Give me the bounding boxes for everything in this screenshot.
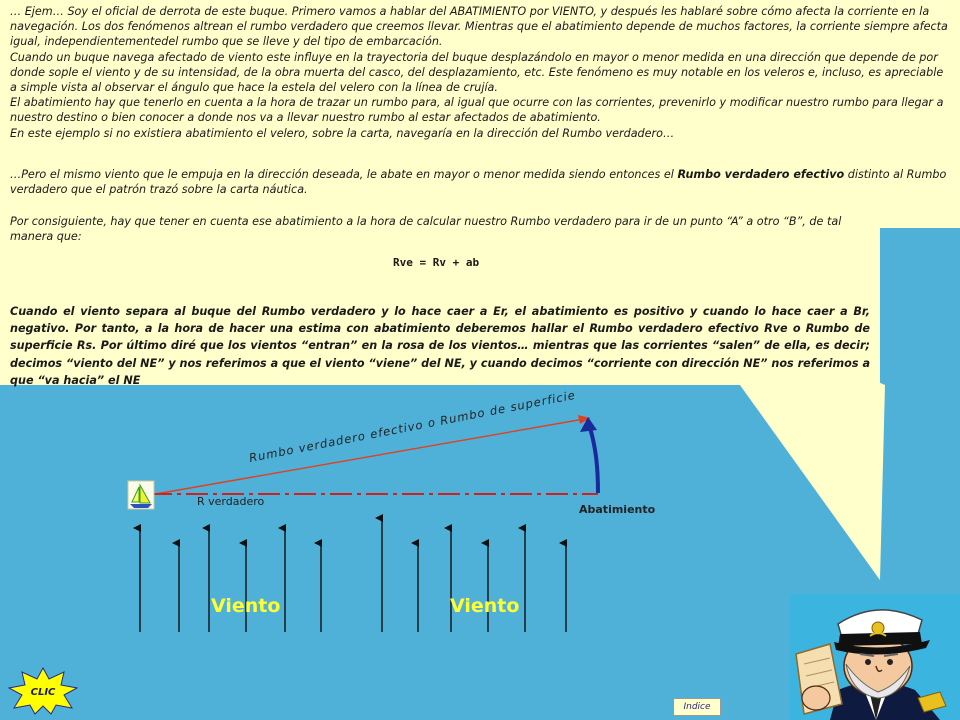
para2-bold: Rumbo verdadero efectivo (677, 168, 845, 181)
clic-button[interactable] (8, 667, 78, 715)
intro-line: El abatimiento hay que tenerlo en cuenta a la hora de trazar un rumbo para, al igual que ocurre con las corrientes, prevenirlo y modificar nuestro rumbo para llegar a nuestro destino o bien conocer a donde nos va a llevar nuestro rumbo al estar afectados de abatimiento. (10, 96, 944, 125)
formula: Rve = Rv + ab (393, 256, 480, 269)
ship-officer-illustration (790, 594, 960, 720)
sailboat-icon (128, 481, 154, 509)
intro-line: Cuando un buque navega afectado de viento este influye en la trayectoria del buque desplazándolo en mayor o menor medida en una dirección que depende de por donde sople el viento y de su intensidad, de la obra muerta del casco, del desplazamiento, etc. Este fenómeno es muy notable en los veleros e, incluso, es apreciable a simple vista al observar el ángulo que hace la estela del velero con la línea de crujía. (10, 50, 944, 95)
true-course-label: R verdadero (197, 495, 265, 508)
intro-line: … Ejem… Soy el oficial de derrota de este buque. Primero vamos a hablar del ABATIMIENTO por VIENTO, y después les hablaré sobre cómo afecta la corriente en la navegación. Los dos fenómenos altrean el rumbo verdadero que creemos llevar. Mientras que el abatimiento depende de muchos factores, la corriente siempre afecta igual, independientementedel rumbo que se lleve y del tipo de embarcación. (10, 5, 948, 49)
wind-label-right: Viento (450, 595, 520, 617)
para2-text: …Pero el mismo viento que le empuja en la dirección deseada, le abate en mayor o menor medida siendo entonces el (10, 168, 678, 181)
para2-text-end: distinto al Rumbo verdadero que el patrón trazó sobre la carta náutica. (10, 168, 947, 197)
effective-course-label: Rumbo verdadero efectivo o Rumbo de superficie (247, 387, 577, 465)
drift-arrow (590, 428, 598, 493)
indice-button[interactable]: Indice (673, 698, 721, 716)
intro-line: En este ejemplo si no existiera abatimiento el velero, sobre la carta, navegaría en la dirección del Rumbo verdadero… (10, 126, 675, 140)
consequence-paragraph: Por consiguiente, hay que tener en cuenta ese abatimiento a la hora de calcular nuestro Rumbo verdadero para ir de un punto “A” a otro “B”, de tal manera que: (10, 215, 842, 244)
sign-convention-paragraph: Cuando el viento separa al buque del Rumbo verdadero y lo hace caer a Er, el abatimiento es positivo y cuando lo hace caer a Br, negativo. Por tanto, a la hora de hacer una estima con abatimiento deberemos hallar el Rumbo verdadero efectivo Rve o Rumbo de superficie Rs. Por último diré que los vientos “entran” en la rosa de los vientos… mientras que las corrientes “salen” de ella, es decir; decimos “viento del NE” y nos referimos a que el viento “viene” del NE, y cuando decimos “corriente con dirección NE” nos referimos a que “va hacia” el NE (10, 305, 870, 387)
clic-label: CLIC (30, 687, 56, 698)
wind-label-left: Viento (211, 595, 281, 617)
drift-label: Abatimiento (579, 503, 656, 516)
